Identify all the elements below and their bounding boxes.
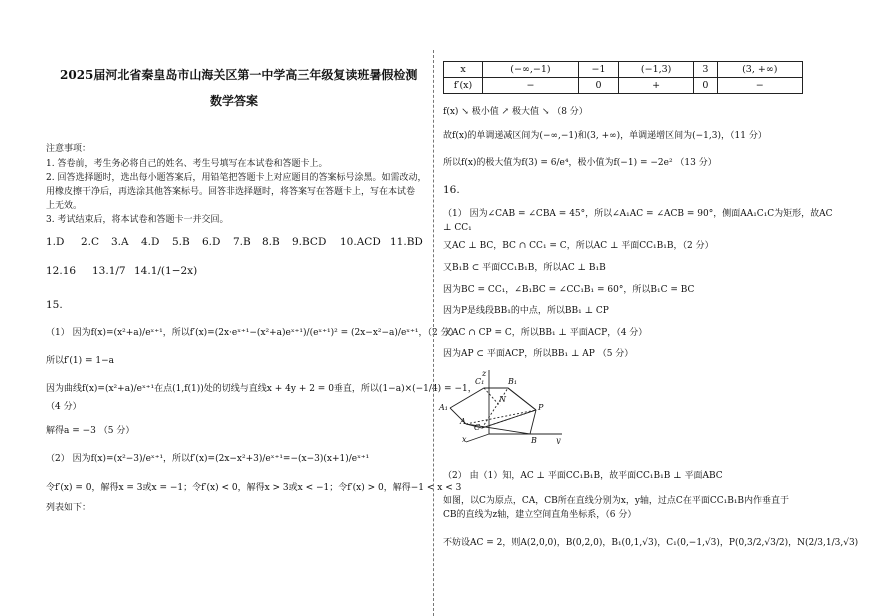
label-x: x xyxy=(462,435,467,444)
label-z: z xyxy=(482,369,487,378)
q15-number: 15. xyxy=(46,299,63,311)
label-c: C xyxy=(474,423,481,432)
table-cell: 0 xyxy=(578,78,618,94)
label-p: P xyxy=(538,403,544,412)
table-cell: 3 xyxy=(694,62,717,78)
table-cell: + xyxy=(619,78,694,94)
q15-part1-line2: 所以f′(1) = 1−a xyxy=(46,356,115,366)
answer-9: 9.BCD xyxy=(292,236,327,248)
q16-line-11: CB的直线为z轴，建立空间直角坐标系，（6 分） xyxy=(443,510,637,520)
answer-4: 4.D xyxy=(141,236,160,248)
q16-line-2: ⊥ CC₁ xyxy=(443,223,472,233)
edge-pb xyxy=(530,410,536,434)
q15-extrema: 所以f(x)的极大值为f(3) = 6/e⁴，极小值为f(−1) = −2e² （13 分） xyxy=(443,158,717,168)
table-cell: − xyxy=(717,78,802,94)
table-cell: −1 xyxy=(578,62,618,78)
label-b: B xyxy=(531,436,537,444)
q16-line-5: 因为BC = CC₁，∠B₁BC = ∠CC₁B₁ = 60°，所以B₁C = BC xyxy=(443,285,695,295)
table-cell: − xyxy=(483,78,579,94)
answer-13: 13.1/7 xyxy=(92,265,126,277)
q15-part1-line4: （4 分） xyxy=(46,402,82,412)
notice-line-3: 用橡皮擦干净后，再选涂其他答案标号。回答非选择题时，将答案写在答题卡上，写在本试卷 xyxy=(46,187,416,197)
table-cell: (−∞,−1) xyxy=(483,62,579,78)
q15-part1-line5: 解得a = −3 （5 分） xyxy=(46,426,135,436)
answer-14: 14.1/(1−2x) xyxy=(134,265,198,277)
table-cell: f′(x) xyxy=(444,78,483,94)
q16-line-3: 又AC ⊥ BC，BC ∩ CC₁ = C，所以AC ⊥ 平面CC₁B₁B，（2 分） xyxy=(443,241,714,251)
q16-line-1: （1） 因为∠CAB = ∠CBA = 45°，所以∠A₁AC = ∠ACB = 90°，侧面AA₁C₁C为矩形，故AC xyxy=(443,209,833,219)
notice-line-1: 1. 答卷前，考生务必将自己的姓名、考生号填写在本试卷和答题卡上。 xyxy=(46,159,328,169)
table-cell: (3, +∞) xyxy=(717,62,802,78)
top-edges xyxy=(450,388,536,410)
q15-part1-line1: （1） 因为f(x)=(x²+a)/eˣ⁺¹，所以f′(x)=(2x·eˣ⁺¹−(x²+a)eˣ⁺¹)/(eˣ⁺¹)² = (2x−x²−a)/eˣ⁺¹，（2 分） xyxy=(46,328,459,338)
table-cell: x xyxy=(444,62,483,78)
answer-10: 10.ACD xyxy=(340,236,381,248)
answer-2: 2.C xyxy=(81,236,100,248)
q16-line-8: 因为AP ⊂ 平面ACP，所以BB₁ ⊥ AP （5 分） xyxy=(443,349,634,359)
notice-line-4: 上无效。 xyxy=(46,201,83,211)
answer-7: 7.B xyxy=(233,236,251,248)
table-row xyxy=(444,62,803,78)
column-divider xyxy=(433,50,434,616)
edge-n xyxy=(484,388,500,406)
q15-part2-line2: 令f′(x) = 0，解得x = 3或x = −1；令f′(x) < 0，解得x > 3或x < −1；令f′(x) > 0，解得−1 < x < 3 xyxy=(46,483,462,493)
q16-number: 16. xyxy=(443,184,460,196)
q16-line-6: 因为P是线段BB₁的中点，所以BB₁ ⊥ CP xyxy=(443,306,609,316)
q16-line-9: （2） 由（1）知，AC ⊥ 平面CC₁B₁B，故平面CC₁B₁B ⊥ 平面ABC xyxy=(443,471,723,481)
q16-line-4: 又B₁B ⊂ 平面CC₁B₁B，所以AC ⊥ B₁B xyxy=(443,263,606,273)
label-n: N xyxy=(499,395,506,404)
document-title: 2025届河北省秦皇岛市山海关区第一中学高三年级复读班暑假检测 xyxy=(60,68,418,82)
label-y: y xyxy=(556,436,561,444)
q15-part2-line3: 列表如下： xyxy=(46,503,92,513)
q16-line-12: 不妨设AC = 2，则A(2,0,0)，B(0,2,0)，B₁(0,1,√3)，C₁(0,−1,√3)，P(0,3/2,√3/2)，N(2/3,1/3,√3) xyxy=(443,538,859,548)
x-axis xyxy=(466,434,489,442)
q15-intervals: 故f(x)的单调递减区间为(−∞,−1)和(3, +∞)，单调递增区间为(−1,3)，（11 分） xyxy=(443,131,767,141)
answer-11: 11.BD xyxy=(390,236,423,248)
label-b1: B₁ xyxy=(508,377,518,386)
table-cell: (−1,3) xyxy=(619,62,694,78)
table-cell: 0 xyxy=(694,78,717,94)
answer-5: 5.B xyxy=(172,236,190,248)
notice-heading: 注意事项： xyxy=(46,144,92,154)
answer-3: 3.A xyxy=(111,236,129,248)
answer-12: 12.16 xyxy=(46,265,77,277)
answer-6: 6.D xyxy=(202,236,221,248)
edge-b1p xyxy=(508,388,536,410)
table-row xyxy=(444,78,803,94)
variation-table xyxy=(443,61,803,94)
edge-c-b1 xyxy=(482,388,508,428)
prism-figure xyxy=(438,366,578,444)
q16-line-10: 如图，以C为原点，CA，CB所在直线分别为x，y轴，过点C在平面CC₁B₁B内作垂直于 xyxy=(443,496,790,506)
document-subtitle: 数学答案 xyxy=(210,94,259,108)
q15-part2-line1: （2） 因为f(x)=(x²−3)/eˣ⁺¹，所以f′(x)=(2x−x²+3)/eˣ⁺¹=−(x−3)(x+1)/eˣ⁺¹ xyxy=(46,454,370,464)
q16-line-7: 又AC ∩ CP = C，所以BB₁ ⊥ 平面ACP，（4 分） xyxy=(443,328,648,338)
answer-1: 1.D xyxy=(46,236,65,248)
label-c1: C₁ xyxy=(475,377,485,386)
label-a1: A₁ xyxy=(439,403,448,412)
q15-part1-line3: 因为曲线f(x)=(x²+a)/eˣ⁺¹在点(1,f(1))处的切线与直线x + 4y + 2 = 0垂直，所以(1−a)×(−1/4) = −1， xyxy=(46,384,477,394)
q15-monotonic-row: f(x) ↘ 极小值 ↗ 极大值 ↘ （8 分） xyxy=(443,107,588,117)
notice-line-5: 3. 考试结束后，将本试卷和答题卡一并交回。 xyxy=(46,215,229,225)
label-a: A xyxy=(460,417,466,426)
notice-line-2: 2. 回答选择题时，选出每小题答案后，用铅笔把答题卡上对应题目的答案标号涂黑。如需改动， xyxy=(46,173,427,183)
answer-8: 8.B xyxy=(262,236,280,248)
